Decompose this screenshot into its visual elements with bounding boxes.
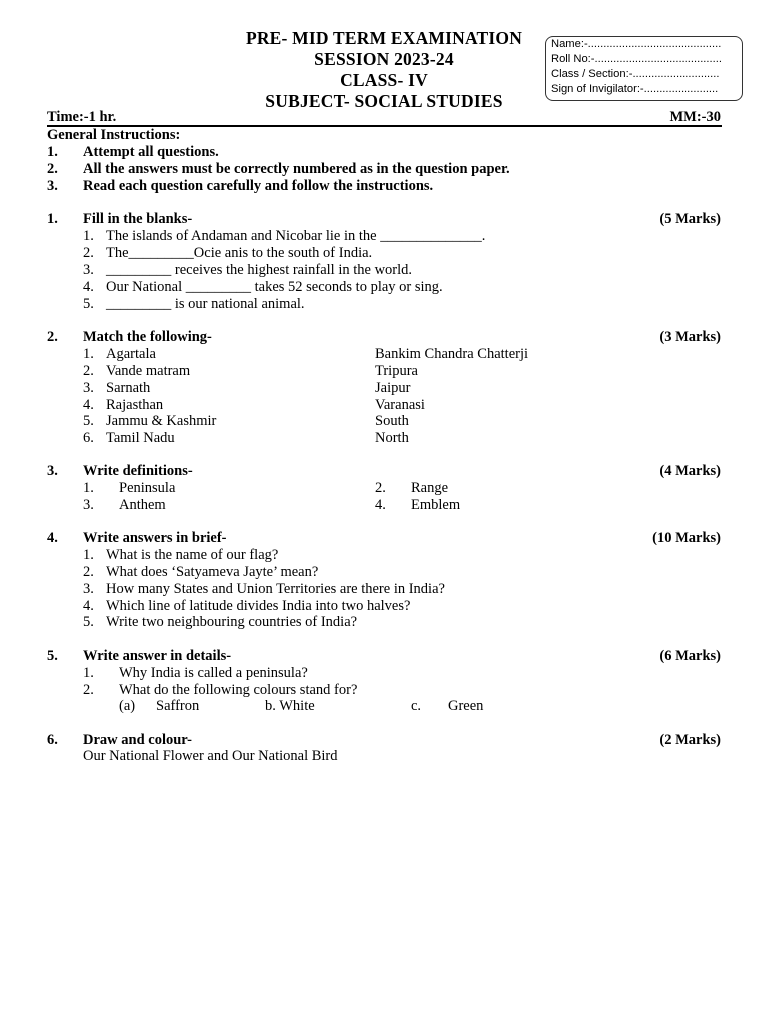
class-section-field: Class / Section:-............................	[551, 68, 720, 80]
instruction-text: Read each question carefully and follow the instructions.	[83, 178, 434, 194]
question-marks: (6 Marks)	[659, 648, 721, 664]
instruction-num: 1.	[47, 144, 58, 160]
item-text: Range	[411, 480, 449, 496]
item-number: 4.	[83, 279, 94, 295]
item-number: 4.	[375, 497, 386, 513]
item-text: What is the name of our flag?	[106, 547, 279, 563]
item-number: 1.	[83, 228, 94, 244]
item-number: 3.	[83, 262, 94, 278]
item-number: 2.	[83, 564, 94, 580]
general-instructions-title: General Instructions:	[47, 127, 181, 143]
max-marks: MM:-30	[669, 109, 721, 125]
match-right: South	[375, 413, 409, 429]
class: CLASS- IV	[340, 70, 428, 90]
item-text: Our National _________ takes 52 seconds to play or sing.	[106, 279, 443, 295]
match-left: Jammu & Kashmir	[106, 413, 217, 429]
item-number: 4.	[83, 598, 94, 614]
question-title: Write definitions-	[83, 463, 193, 479]
instruction-text: Attempt all questions.	[83, 144, 219, 160]
item-number: 5.	[83, 296, 94, 312]
match-right: Varanasi	[375, 397, 425, 413]
item-number: 1.	[83, 665, 94, 681]
name-field: Name:-...........................................	[551, 38, 722, 50]
item-text: Peninsula	[119, 480, 176, 496]
item-text: Emblem	[411, 497, 461, 513]
question-number: 3.	[47, 463, 58, 479]
question-number: 4.	[47, 530, 58, 546]
question-number: 5.	[47, 648, 58, 664]
item-number: 1.	[83, 480, 94, 496]
item-number: 3.	[83, 380, 94, 396]
question-title: Write answer in details-	[83, 648, 232, 664]
question-marks: (10 Marks)	[652, 530, 721, 546]
match-right: Tripura	[375, 363, 418, 379]
instruction-num: 3.	[47, 178, 58, 194]
question-number: 1.	[47, 211, 58, 227]
time: Time:-1 hr.	[47, 109, 117, 125]
item-number: 6.	[83, 430, 94, 446]
invigilator-field: Sign of Invigilator:-........................	[551, 83, 719, 95]
question-number: 6.	[47, 732, 58, 748]
item-number: 3.	[83, 581, 94, 597]
item-number: 2.	[375, 480, 386, 496]
question-marks: (2 Marks)	[659, 732, 721, 748]
item-text: Our National Flower and Our National Bird	[83, 748, 338, 764]
match-left: Tamil Nadu	[106, 430, 175, 446]
match-right: North	[375, 430, 409, 446]
option-white: b. White	[265, 698, 315, 714]
session: SESSION 2023-24	[314, 49, 454, 69]
subject: SUBJECT- SOCIAL STUDIES	[265, 91, 503, 111]
question-title: Draw and colour-	[83, 732, 193, 748]
option-label-c: c.	[411, 698, 422, 714]
student-info-box	[545, 36, 743, 101]
item-number: 5.	[83, 413, 94, 429]
item-text: Write two neighbouring countries of India?	[106, 614, 358, 630]
question-marks: (5 Marks)	[659, 211, 721, 227]
item-text: What do the following colours stand for?	[119, 682, 358, 698]
item-number: 1.	[83, 547, 94, 563]
match-right: Jaipur	[375, 380, 411, 396]
item-number: 2.	[83, 363, 94, 379]
match-right: Bankim Chandra Chatterji	[375, 346, 529, 362]
question-marks: (3 Marks)	[659, 329, 721, 345]
option-green: Green	[448, 698, 484, 714]
item-number: 4.	[83, 397, 94, 413]
roll-field: Roll No:-.........................................	[551, 53, 722, 65]
item-number: 1.	[83, 346, 94, 362]
match-left: Rajasthan	[106, 397, 164, 413]
question-title: Match the following-	[83, 329, 212, 345]
item-text: The_________Ocie anis to the south of India.	[106, 245, 373, 261]
item-text: _________ is our national animal.	[106, 296, 305, 312]
question-title: Fill in the blanks-	[83, 211, 193, 227]
option-label-a: (a)	[119, 698, 136, 714]
question-title: Write answers in brief-	[83, 530, 227, 546]
question-number: 2.	[47, 329, 58, 345]
exam-title: PRE- MID TERM EXAMINATION	[245, 28, 523, 48]
question-marks: (4 Marks)	[659, 463, 721, 479]
item-number: 5.	[83, 614, 94, 630]
item-text: How many States and Union Territories are there in India?	[106, 581, 445, 597]
item-number: 2.	[83, 682, 94, 698]
option-saffron: Saffron	[156, 698, 200, 714]
item-text: Which line of latitude divides India into two halves?	[106, 598, 411, 614]
instruction-num: 2.	[47, 161, 58, 177]
item-number: 2.	[83, 245, 94, 261]
match-left: Vande matram	[106, 363, 191, 379]
item-text: What does ‘Satyameva Jayte’ mean?	[106, 564, 319, 580]
item-text: _________ receives the highest rainfall in the world.	[106, 262, 413, 278]
item-text: The islands of Andaman and Nicobar lie in the ______________.	[106, 228, 486, 244]
match-left: Sarnath	[106, 380, 151, 396]
instruction-text: All the answers must be correctly numbered as in the question paper.	[83, 161, 510, 177]
item-text: Anthem	[119, 497, 166, 513]
item-text: Why India is called a peninsula?	[119, 665, 308, 681]
match-left: Agartala	[106, 346, 156, 362]
item-number: 3.	[83, 497, 94, 513]
